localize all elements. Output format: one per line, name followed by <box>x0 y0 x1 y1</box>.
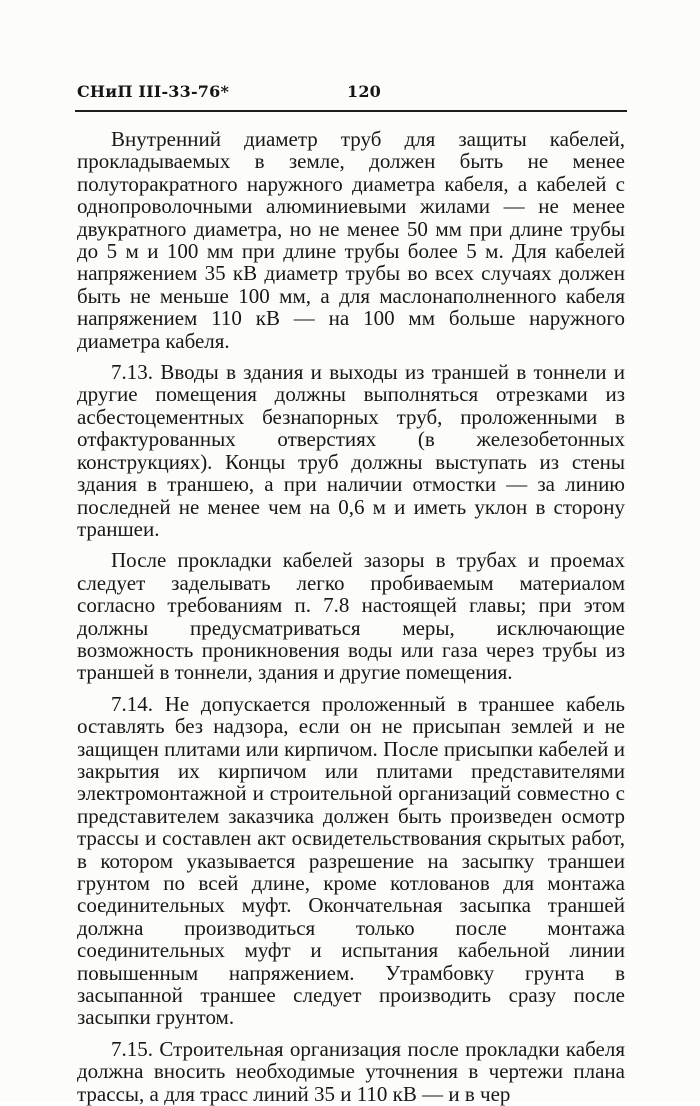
body-text <box>77 128 625 1105</box>
paragraph <box>77 361 625 540</box>
paragraph <box>77 1038 625 1105</box>
document-code: СНиП III-33-76* <box>77 82 230 101</box>
paragraph-text: Не допускается проложенный в траншее кабель оставлять без надзора, если он не присыпан землей и не защищен плитами или кирпичом. После присыпки кабелей и закрытия их кирпичом или плитами представителями электромонтажной и строительной организаций совместно с представителем заказчика должен быть произведен осмотр трассы и составлен акт освидетельствования скрытых работ, в котором указывается разрешение на засыпку траншеи грунтом по всей длине, кроме котлованов для монтажа соединительных муфт. Окончательная засыпка траншей должна производиться только после монтажа соединительных муфт и испытания кабельной линии повышенным напряжением. Утрамбовку грунта в засыпанной траншее следует производить сразу после засыпки грунтом. <box>77 691 625 1030</box>
page-header <box>77 82 627 106</box>
paragraph-text: Строительная организация после прокладки кабеля должна вносить необходимые уточнения в чертежи плана трассы, а для трасс линий 35 и 110 кВ — и в чер <box>77 1036 625 1106</box>
paragraph <box>77 549 625 683</box>
header-rule <box>75 110 627 112</box>
paragraph-text: Вводы в здания и выходы из траншей в тоннели и другие помещения должны выполняться отрезками из асбестоцементных безнапорных труб, проложенными в отфактурованных отверстиях (в железобетонных конструкциях). Концы труб должны выступать из стены здания в траншею, а при наличии отмостки — за линию последней не менее чем на 0,6 м и иметь уклон в сторону траншеи. <box>77 360 626 541</box>
paragraph-text: После прокладки кабелей зазоры в трубах и проемах следует заделывать легко пробиваемым материалом согласно требованиям п. 7.8 настоящей главы; при этом должны предусматриваться меры, исключающие возможность проникновения воды или газа через трубы из траншей в тоннели, здания и другие помещения. <box>77 548 625 685</box>
paragraph <box>77 693 625 1029</box>
paragraph-text: Внутренний диаметр труб для защиты кабелей, прокладываемых в земле, должен быть не менее полуторакратного наружного диаметра кабеля, а кабелей с однопроволочными алюминиевыми жилами — не менее двукратного диаметра, но не менее 50 мм при длине трубы до 5 м и 100 мм при длине трубы более 5 м. Для кабелей напряжением 35 кВ диаметр трубы во всех случаях должен быть не меньше 100 мм, а для маслонаполненного кабеля напряжением 110 кВ — на 100 мм больше наружного диаметра кабеля. <box>77 127 625 353</box>
clause-number: 7.14. <box>111 691 153 716</box>
clause-number: 7.13. <box>111 360 153 385</box>
clause-number: 7.15. <box>111 1036 153 1061</box>
paragraph <box>77 128 625 352</box>
page-number: 120 <box>347 82 381 101</box>
